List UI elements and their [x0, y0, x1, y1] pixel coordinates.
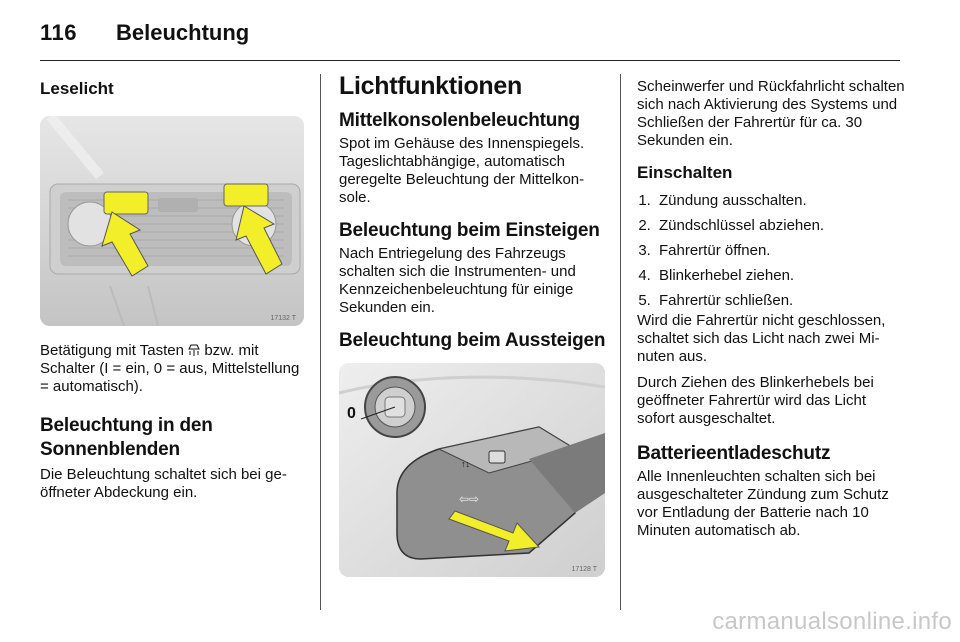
turn-signal-lever-illustration: [339, 363, 605, 577]
header-divider: [40, 60, 900, 61]
subtitle-einsteigen: Beleuchtung beim Einsteigen: [339, 220, 600, 241]
einschalten-steps: [637, 192, 907, 310]
einsteigen-text: Nach Entriegelung des Fahrzeugs schalten sich die Instrumenten- und Kennzeichenbeleuchtung für einige Sekunden ein.: [339, 245, 576, 316]
column-divider-2: [620, 74, 621, 610]
reading-lamp-icon: [188, 344, 200, 357]
chapter-title: Beleuchtung: [116, 20, 250, 45]
figure-id: 17132 T: [270, 315, 296, 322]
mittelkonsole-text: Spot im Gehäuse des Innenspiegels. Tageslichtabhängige, automatisch geregelte Beleuchtung der Mittelkonsole.: [339, 135, 585, 206]
reading-light-text: Betätigung mit Tasten bzw. mit Schalter (I = ein, 0 = aus, Mittelstellung = automatisch).: [40, 342, 300, 395]
column-divider-1: [320, 74, 321, 610]
column-1: [40, 72, 310, 502]
svg-text:⇦⇨: ⇦⇨: [459, 492, 480, 506]
column-3: [637, 72, 907, 540]
lever-pull-text: Durch Ziehen des Blinkerhebels bei geöffneter Fahrertür wird das Licht sofort ausgeschaltet.: [637, 374, 874, 427]
section-title-leselicht: Leselicht: [40, 79, 114, 98]
reading-light-illustration: [40, 116, 304, 326]
list-item: 2. Zündschlüssel abziehen.: [655, 217, 907, 235]
figure-id-2: 17128 T: [571, 566, 597, 573]
einschalten-title: Einschalten: [637, 163, 733, 182]
exit-light-figure: [339, 363, 605, 577]
section-title-sonnenblenden: Beleuchtung in den Sonnenblenden: [40, 415, 213, 460]
svg-text:↑↓: ↑↓: [461, 459, 470, 469]
page-number: 116: [40, 20, 77, 45]
column-2: [339, 72, 609, 577]
switch-position-label: 0: [347, 405, 356, 422]
subtitle-aussteigen: Beleuchtung beim Aussteigen: [339, 330, 606, 351]
list-item: 3. Fahrertür öffnen.: [655, 242, 907, 260]
list-item: 5. Fahrertür schließen.: [655, 292, 907, 310]
subtitle-mittelkonsole: Mittelkonsolenbeleuchtung: [339, 110, 580, 131]
reading-light-figure: [40, 116, 304, 326]
battery-protection-title: Batterieentladeschutz: [637, 443, 831, 464]
intro-text: Scheinwerfer und Rückfahrlicht schalten sich nach Aktivierung des Systems und Schließen der Fahrertür für ca. 30 Sekunden ein.: [637, 78, 905, 149]
sonnenblenden-text: Die Beleuchtung schaltet sich bei geöffneter Abdeckung ein.: [40, 466, 287, 501]
list-item: 4. Blinkerhebel ziehen.: [655, 267, 907, 285]
door-not-closed-text: Wird die Fahrertür nicht geschlossen, schaltet sich das Licht nach zwei Minuten aus.: [637, 312, 886, 365]
main-title-lichtfunktionen: Lichtfunktionen: [339, 72, 522, 100]
list-item: 1. Zündung ausschalten.: [655, 192, 907, 210]
watermark: carmanualsonline.info: [712, 608, 952, 635]
page-header: [40, 18, 910, 48]
battery-protection-text: Alle Innenleuchten schalten sich bei ausgeschalteter Zündung zum Schutz vor Entladung der Batterie nach 10 Minuten automatisch ab.: [637, 468, 889, 539]
